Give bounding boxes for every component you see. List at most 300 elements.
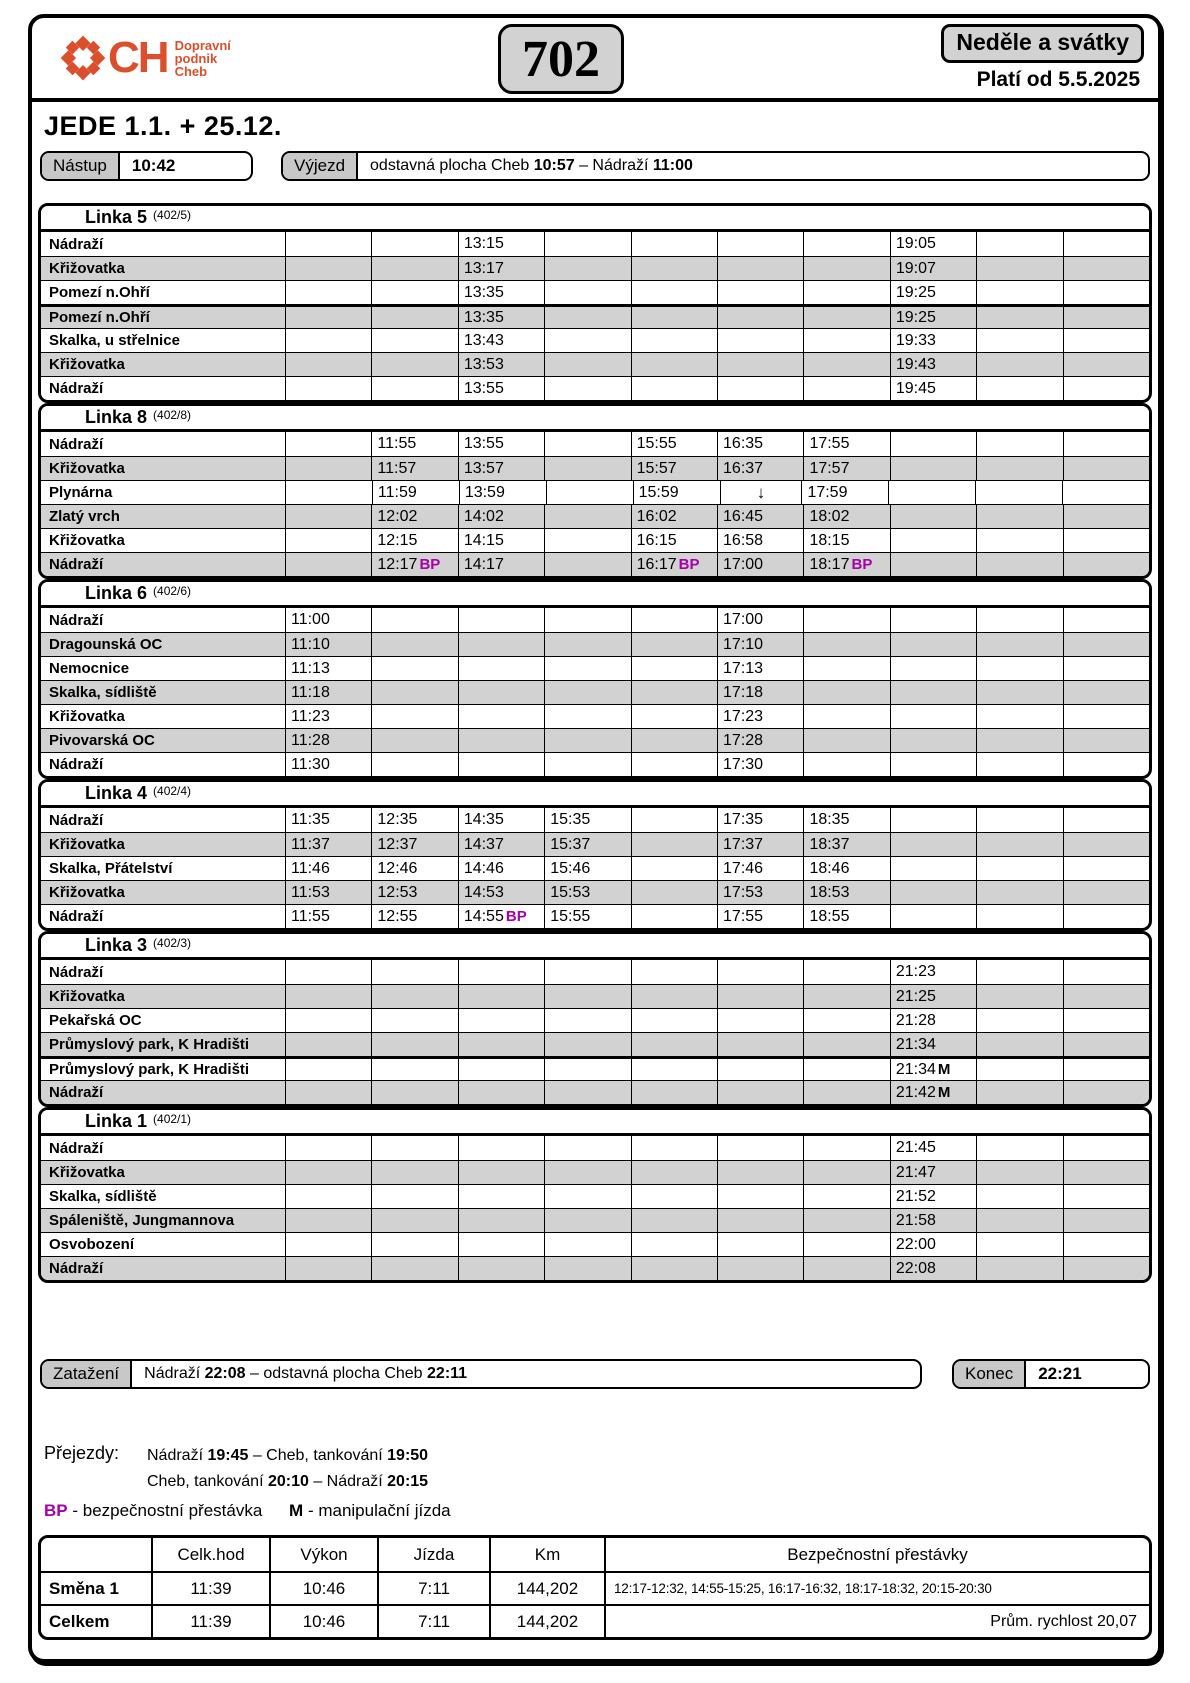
station-name: Křižovatka <box>49 884 125 901</box>
time-cell <box>717 1136 803 1160</box>
time-cell <box>1062 481 1149 504</box>
time-cell <box>890 529 976 552</box>
time-cell <box>631 1136 717 1160</box>
time-cell <box>890 905 976 928</box>
table-row <box>41 1136 1149 1160</box>
time-cell <box>544 307 630 328</box>
time-cell <box>803 1136 889 1160</box>
time-cell <box>544 960 630 984</box>
time-cell <box>976 729 1062 752</box>
linka-section-linka-5 <box>38 203 1152 403</box>
station-name: Křižovatka <box>49 460 125 477</box>
time-cell <box>544 705 630 728</box>
time-cell: 14:17 <box>458 553 544 576</box>
table-row <box>41 456 1149 480</box>
table-row <box>41 232 1149 256</box>
time-cell: 11:55 <box>285 905 371 928</box>
time-cell: 21:45 <box>890 1136 976 1160</box>
time-cell: 15:57 <box>631 457 717 480</box>
time-cell: 11:35 <box>285 808 371 832</box>
time-cell: 13:15 <box>458 232 544 256</box>
time-cell <box>458 1209 544 1232</box>
time-cell <box>803 232 889 256</box>
time-cell <box>976 905 1062 928</box>
time-cell <box>1063 808 1149 832</box>
legend <box>44 1501 1158 1521</box>
time-cell <box>1063 633 1149 656</box>
zatazeni-label: Zatažení <box>42 1361 132 1387</box>
time-cell <box>803 657 889 680</box>
time-cell <box>976 457 1062 480</box>
summary-header-cell: Km <box>489 1538 604 1571</box>
time-cell <box>890 505 976 528</box>
linka-header <box>41 1110 1149 1136</box>
operates-note: JEDE 1.1. + 25.12. <box>44 111 282 141</box>
time-cell <box>544 281 630 304</box>
linka-header <box>41 934 1149 960</box>
jizda-value: 7:11 <box>377 1573 489 1604</box>
station-name: Zlatý vrch <box>49 508 120 525</box>
table-row <box>41 1184 1149 1208</box>
time-cell: 21:23 <box>890 960 976 984</box>
time-cell: 11:55 <box>371 432 457 456</box>
legend-m-code: M <box>289 1501 304 1520</box>
time-cell <box>285 377 371 400</box>
time-cell <box>371 985 457 1008</box>
time-cell: 18:37 <box>803 833 889 856</box>
time-cell <box>544 608 630 632</box>
time-cell: 19:25 <box>890 281 976 304</box>
time-cell <box>631 808 717 832</box>
time-cell <box>803 353 889 376</box>
time-cell <box>458 1161 544 1184</box>
time-cell: 16:15 <box>631 529 717 552</box>
time-cell <box>717 1009 803 1032</box>
time-cell: 14:37 <box>458 833 544 856</box>
time-cell <box>544 1081 630 1104</box>
time-cell <box>1063 329 1149 352</box>
time-cell <box>631 1233 717 1256</box>
station-name: Osvobození <box>49 1236 135 1253</box>
time-cell <box>544 505 630 528</box>
time-cell <box>976 681 1062 704</box>
time-cell <box>1063 377 1149 400</box>
bp-marker: BP <box>678 556 700 573</box>
time-cell <box>975 481 1062 504</box>
time-cell <box>1063 1081 1149 1104</box>
time-cell <box>717 1233 803 1256</box>
time-cell: 15:55 <box>544 905 630 928</box>
time-cell <box>976 705 1062 728</box>
linka-code: (402/4) <box>153 783 192 798</box>
time-cell <box>544 432 630 456</box>
time-cell <box>371 1257 457 1280</box>
time-cell <box>631 729 717 752</box>
km-total: 144,202 <box>489 1606 604 1637</box>
time-cell <box>1063 657 1149 680</box>
m-marker: M <box>937 1061 951 1078</box>
time-cell <box>1063 1185 1149 1208</box>
table-row <box>41 1032 1149 1056</box>
time-cell: 13:43 <box>458 329 544 352</box>
time-cell: 11:00 <box>285 608 371 632</box>
time-cell: 16:17 BP <box>631 553 717 576</box>
time-cell <box>803 1161 889 1184</box>
time-cell: 18:15 <box>803 529 889 552</box>
table-row <box>41 328 1149 352</box>
station-name: Plynárna <box>49 484 113 501</box>
time-cell: 14:46 <box>458 857 544 880</box>
time-cell <box>890 808 976 832</box>
station-name: Nádraží <box>49 435 104 453</box>
konec-time: 22:21 <box>1038 1364 1082 1383</box>
time-cell: 15:55 <box>631 432 717 456</box>
time-cell <box>717 985 803 1008</box>
time-cell <box>888 481 975 504</box>
nastup-time: 10:42 <box>131 156 176 175</box>
table-row <box>41 728 1149 752</box>
time-cell <box>803 281 889 304</box>
time-cell <box>285 1136 371 1160</box>
time-cell: 17:55 <box>717 905 803 928</box>
time-cell <box>631 329 717 352</box>
total-label: Celkem <box>49 1611 110 1631</box>
time-cell <box>631 657 717 680</box>
time-cell <box>890 857 976 880</box>
time-cell <box>976 529 1062 552</box>
time-cell: 17:00 <box>717 553 803 576</box>
time-cell: 18:02 <box>803 505 889 528</box>
time-cell: 17:00 <box>717 608 803 632</box>
time-cell: 19:05 <box>890 232 976 256</box>
time-cell: 19:07 <box>890 257 976 280</box>
time-cell <box>1063 1136 1149 1160</box>
linka-title: Linka 6 <box>85 583 148 603</box>
time-cell: 19:43 <box>890 353 976 376</box>
time-cell: 16:58 <box>717 529 803 552</box>
time-cell <box>890 729 976 752</box>
time-cell: 12:46 <box>371 857 457 880</box>
valid-from-text: Platí od 5.5.2025 <box>976 68 1140 91</box>
station-name: Dragounská OC <box>49 636 163 653</box>
time-cell <box>371 1009 457 1032</box>
time-cell <box>890 657 976 680</box>
time-cell: 17:23 <box>717 705 803 728</box>
time-cell <box>631 753 717 776</box>
time-cell <box>803 1185 889 1208</box>
time-cell: 17:57 <box>803 457 889 480</box>
time-cell <box>631 985 717 1008</box>
time-cell: 13:59 <box>459 481 546 504</box>
time-cell <box>890 457 976 480</box>
time-cell: 14:53 <box>458 881 544 904</box>
linka-title: Linka 3 <box>85 935 148 955</box>
station-name: Pekařská OC <box>49 1012 142 1029</box>
time-cell <box>1063 1009 1149 1032</box>
time-cell <box>976 307 1062 328</box>
prejezdy-label: Přejezdy: <box>44 1443 120 1463</box>
time-cell <box>976 857 1062 880</box>
time-cell <box>631 705 717 728</box>
time-cell <box>371 960 457 984</box>
time-cell <box>976 881 1062 904</box>
time-cell <box>631 1161 717 1184</box>
shift-label: Směna 1 <box>49 1578 119 1598</box>
jizda-total: 7:11 <box>377 1606 489 1637</box>
time-cell: 11:13 <box>285 657 371 680</box>
time-cell <box>890 553 976 576</box>
time-cell <box>631 1081 717 1104</box>
time-cell <box>544 329 630 352</box>
time-cell: 18:55 <box>803 905 889 928</box>
table-row <box>41 1160 1149 1184</box>
table-row <box>41 984 1149 1008</box>
time-cell <box>717 1033 803 1056</box>
table-row <box>41 1256 1149 1280</box>
start-boards-row <box>40 151 1150 181</box>
station-name: Nádraží <box>49 811 104 829</box>
time-cell <box>1063 857 1149 880</box>
time-cell: 11:53 <box>285 881 371 904</box>
summary-header-cell: Výkon <box>269 1538 377 1571</box>
time-cell <box>976 960 1062 984</box>
time-cell <box>285 1059 371 1080</box>
time-cell <box>1063 753 1149 776</box>
summary-table <box>38 1535 1152 1640</box>
time-cell: 11:23 <box>285 705 371 728</box>
time-cell <box>976 257 1062 280</box>
time-cell <box>976 1233 1062 1256</box>
station-name: Nádraží <box>49 963 104 981</box>
time-cell: 12:35 <box>371 808 457 832</box>
time-cell: 21:25 <box>890 985 976 1008</box>
celk-hod-total: 11:39 <box>151 1606 269 1637</box>
time-cell <box>544 377 630 400</box>
time-cell: 17:13 <box>717 657 803 680</box>
table-row <box>41 608 1149 632</box>
station-name: Nádraží <box>49 611 104 629</box>
linka-section-linka-6 <box>38 579 1152 779</box>
legend-m-text: - manipulační jízda <box>307 1501 451 1520</box>
time-cell <box>803 985 889 1008</box>
linka-code: (402/3) <box>153 935 192 950</box>
table-row <box>41 528 1149 552</box>
time-cell <box>717 353 803 376</box>
linka-section-linka-1 <box>38 1107 1152 1283</box>
time-cell <box>285 353 371 376</box>
time-cell <box>717 1257 803 1280</box>
time-cell <box>717 257 803 280</box>
m-marker: M <box>937 1084 951 1101</box>
station-name: Křižovatka <box>49 356 125 373</box>
time-cell <box>890 705 976 728</box>
route-number-box <box>498 24 624 94</box>
nastup-label: Nástup <box>42 153 120 179</box>
time-cell: 21:42 M <box>890 1081 976 1104</box>
time-cell <box>371 307 457 328</box>
linka-title: Linka 1 <box>85 1111 148 1131</box>
time-cell <box>976 985 1062 1008</box>
prejezdy-line: Cheb, tankování 20:10 – Nádraží 20:15 <box>147 1473 429 1490</box>
time-cell <box>890 753 976 776</box>
time-cell <box>803 608 889 632</box>
time-cell <box>717 960 803 984</box>
time-cell: 13:53 <box>458 353 544 376</box>
station-name: Průmyslový park, K Hradišti <box>49 1061 250 1078</box>
celk-hod-value: 11:39 <box>151 1573 269 1604</box>
time-cell <box>976 808 1062 832</box>
time-cell <box>631 857 717 880</box>
time-cell <box>458 1136 544 1160</box>
time-cell <box>371 1161 457 1184</box>
time-cell <box>285 329 371 352</box>
time-cell <box>1063 833 1149 856</box>
time-cell: 16:45 <box>717 505 803 528</box>
time-cell <box>371 753 457 776</box>
time-cell <box>285 1033 371 1056</box>
summary-header-cell: Celk.hod <box>151 1538 269 1571</box>
summary-header-cell: Jízda <box>377 1538 489 1571</box>
time-cell <box>371 1185 457 1208</box>
time-cell <box>544 353 630 376</box>
time-cell <box>803 1033 889 1056</box>
time-cell <box>458 753 544 776</box>
time-cell <box>285 1009 371 1032</box>
time-cell <box>1063 257 1149 280</box>
table-row <box>41 680 1149 704</box>
time-cell <box>544 232 630 256</box>
service-days-badge: Neděle a svátky <box>941 24 1144 63</box>
time-cell <box>631 281 717 304</box>
time-cell: 17:59 <box>801 481 888 504</box>
linka-section-linka-8 <box>38 403 1152 579</box>
table-row <box>41 552 1149 576</box>
time-cell <box>546 481 633 504</box>
time-cell <box>976 505 1062 528</box>
time-cell: 13:57 <box>458 457 544 480</box>
konec-label: Konec <box>954 1361 1026 1387</box>
time-cell: 14:35 <box>458 808 544 832</box>
time-cell <box>285 257 371 280</box>
time-cell: 17:35 <box>717 808 803 832</box>
time-cell: 19:33 <box>890 329 976 352</box>
time-cell <box>631 1033 717 1056</box>
time-cell <box>371 1233 457 1256</box>
time-cell <box>1063 1033 1149 1056</box>
time-cell <box>1063 705 1149 728</box>
time-cell <box>631 1209 717 1232</box>
station-name: Skalka, sídliště <box>49 1188 157 1205</box>
time-cell: 15:46 <box>544 857 630 880</box>
station-name: Křižovatka <box>49 260 125 277</box>
time-cell <box>544 681 630 704</box>
time-cell <box>976 232 1062 256</box>
station-name: Nádraží <box>49 756 104 773</box>
time-cell <box>285 1161 371 1184</box>
time-cell <box>976 329 1062 352</box>
time-cell: 22:00 <box>890 1233 976 1256</box>
time-cell <box>631 960 717 984</box>
time-cell: 11:10 <box>285 633 371 656</box>
time-cell <box>976 753 1062 776</box>
time-cell <box>544 753 630 776</box>
time-cell <box>285 960 371 984</box>
summary-row-smena1 <box>41 1571 1149 1604</box>
time-cell <box>285 281 371 304</box>
time-cell <box>458 1059 544 1080</box>
time-cell <box>717 329 803 352</box>
time-cell: 11:18 <box>285 681 371 704</box>
time-cell <box>803 1209 889 1232</box>
time-cell <box>544 985 630 1008</box>
time-cell <box>371 705 457 728</box>
time-cell <box>458 705 544 728</box>
time-cell: 17:46 <box>717 857 803 880</box>
time-cell <box>631 608 717 632</box>
time-cell <box>976 281 1062 304</box>
time-cell <box>976 1033 1062 1056</box>
time-cell: 16:37 <box>717 457 803 480</box>
time-cell <box>458 633 544 656</box>
time-cell <box>458 985 544 1008</box>
time-cell: 15:53 <box>544 881 630 904</box>
time-cell: 11:59 <box>372 481 459 504</box>
linka-code: (402/6) <box>153 583 192 598</box>
time-cell <box>285 432 371 456</box>
time-cell <box>1063 529 1149 552</box>
time-cell <box>544 257 630 280</box>
time-cell <box>371 329 457 352</box>
time-cell <box>371 729 457 752</box>
time-cell: 17:30 <box>717 753 803 776</box>
time-cell <box>371 281 457 304</box>
time-cell <box>1063 905 1149 928</box>
linka-tables <box>38 203 1152 1283</box>
time-cell: 16:02 <box>631 505 717 528</box>
time-cell <box>1063 985 1149 1008</box>
station-name: Skalka, Přátelství <box>49 860 173 877</box>
time-cell: 17:37 <box>717 833 803 856</box>
linka-header <box>41 582 1149 608</box>
time-cell <box>1063 457 1149 480</box>
time-cell <box>631 633 717 656</box>
time-cell <box>544 1009 630 1032</box>
time-cell <box>1063 307 1149 328</box>
time-cell <box>717 1185 803 1208</box>
time-cell: 11:28 <box>285 729 371 752</box>
table-row <box>41 752 1149 776</box>
time-cell <box>371 1136 457 1160</box>
time-cell <box>458 1081 544 1104</box>
time-cell <box>544 1161 630 1184</box>
time-cell <box>371 1033 457 1056</box>
time-cell: 13:55 <box>458 432 544 456</box>
time-cell <box>544 1209 630 1232</box>
time-cell <box>890 681 976 704</box>
time-cell <box>1063 432 1149 456</box>
time-cell <box>803 960 889 984</box>
time-cell <box>285 1209 371 1232</box>
time-cell <box>544 1233 630 1256</box>
time-cell: 18:17 BP <box>803 553 889 576</box>
time-cell <box>976 608 1062 632</box>
time-cell <box>285 1185 371 1208</box>
zatazeni-board <box>40 1359 922 1389</box>
station-name: Pomezí n.Ohří <box>49 284 150 301</box>
time-cell <box>285 232 371 256</box>
time-cell <box>544 529 630 552</box>
time-cell: ↓ <box>720 481 802 504</box>
